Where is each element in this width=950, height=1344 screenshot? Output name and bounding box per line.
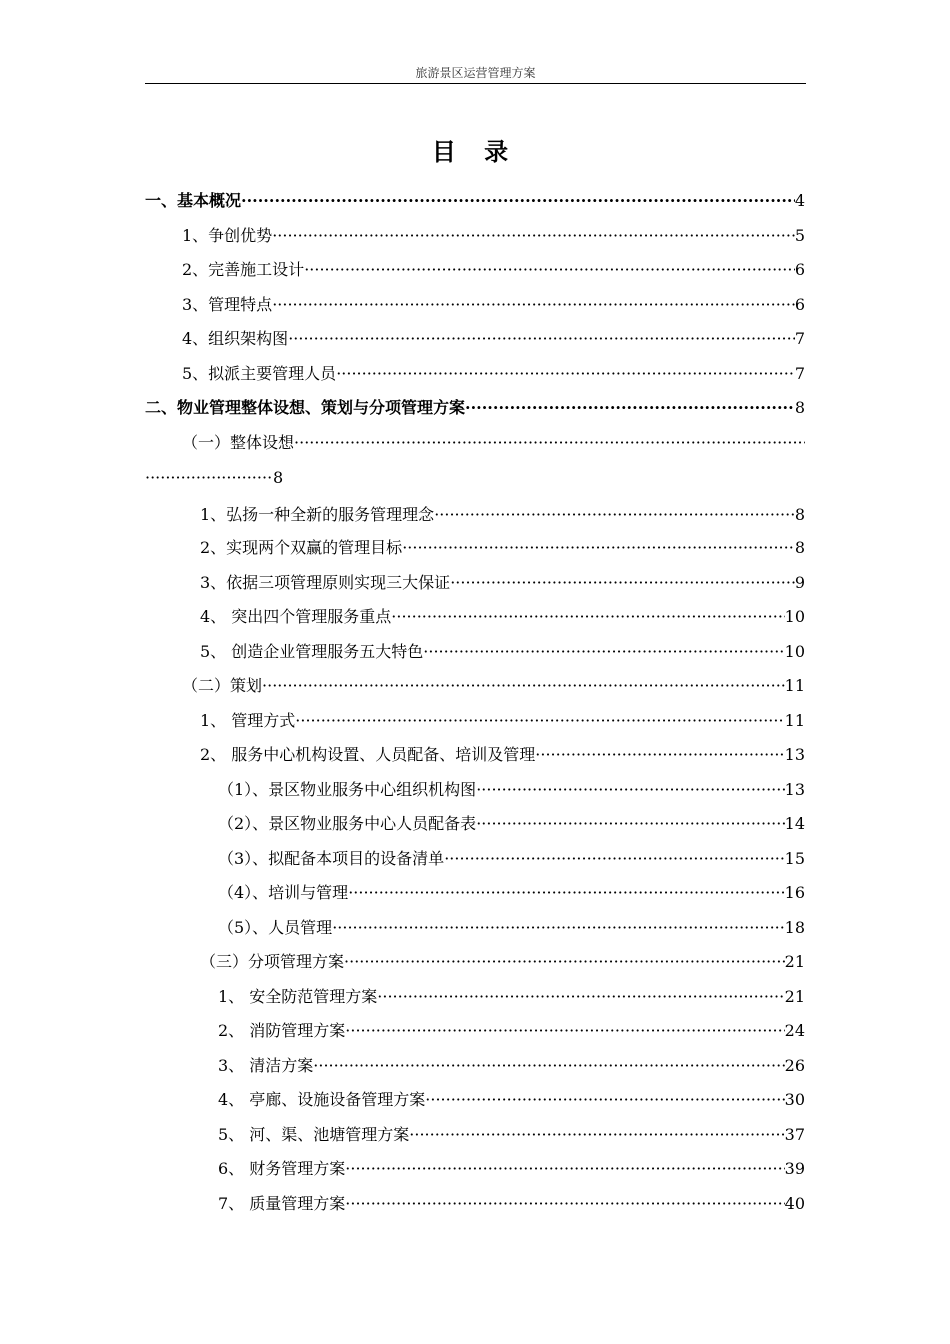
toc-entry-page: 11: [784, 676, 805, 695]
toc-entry-label: 7、 质量管理方案: [218, 1194, 346, 1213]
toc-entry-page: 10: [784, 607, 805, 626]
toc-leader-dots: [241, 190, 795, 212]
toc-entry-label: 2、 服务中心机构设置、人员配备、培训及管理: [200, 745, 536, 764]
toc-entry-page: 21: [784, 952, 805, 971]
toc-leader-dots: [348, 882, 784, 904]
toc-entry-label: （二）策划: [182, 676, 263, 695]
toc-entry-label: 4、 亭廊、设施设备管理方案: [218, 1090, 426, 1109]
toc-entry-page: 6: [794, 295, 805, 314]
toc-entry-label: 2、 消防管理方案: [218, 1021, 346, 1040]
toc-entry-label: 5、 河、渠、池塘管理方案: [218, 1125, 410, 1144]
toc-leader-dots: [145, 467, 273, 489]
toc-entry-page: 8: [794, 398, 805, 417]
toc-entry-label: 1、争创优势: [182, 226, 273, 245]
toc-entry[interactable]: [218, 1124, 805, 1146]
toc-entry-page: 8: [794, 505, 805, 524]
toc-entry[interactable]: [182, 432, 805, 454]
toc-leader-dots: [288, 328, 795, 350]
toc-leader-dots: [402, 537, 795, 559]
toc-entry-page: 9: [794, 573, 805, 592]
toc-entry-page: 8: [273, 468, 284, 487]
toc-entry[interactable]: [218, 1193, 805, 1215]
toc-entry-page: 40: [784, 1194, 805, 1213]
toc-entry-label: 5、 创造企业管理服务五大特色: [200, 642, 424, 661]
toc-entry[interactable]: [182, 363, 805, 385]
toc-entry-page: 39: [784, 1159, 805, 1178]
toc-entry-label: 1、弘扬一种全新的服务管理理念: [200, 505, 435, 524]
toc-entry-continuation[interactable]: [145, 467, 285, 489]
toc-entry[interactable]: [200, 504, 805, 526]
toc-leader-dots: [344, 951, 785, 973]
toc-leader-dots: [425, 1089, 784, 1111]
toc-leader-dots: [476, 779, 784, 801]
toc-leader-dots: [294, 432, 805, 454]
toc-entry[interactable]: [200, 537, 805, 559]
toc-entry[interactable]: [200, 606, 805, 628]
toc-entry-label: 5、拟派主要管理人员: [182, 364, 337, 383]
toc-entry-page: 11: [784, 711, 805, 730]
toc-entry-page: 5: [794, 226, 805, 245]
toc-leader-dots: [313, 1055, 784, 1077]
toc-entry-page: 30: [784, 1090, 805, 1109]
toc-entry[interactable]: [218, 1055, 805, 1077]
toc-leader-dots: [423, 641, 784, 663]
toc-entry-page: 10: [784, 642, 805, 661]
toc-entry-page: 13: [784, 745, 805, 764]
toc-leader-dots: [272, 225, 795, 247]
toc-entry-label: 1、 管理方式: [200, 711, 296, 730]
toc-entry-label: （2）、景区物业服务中心人员配备表: [218, 814, 477, 833]
toc-entry[interactable]: [218, 986, 805, 1008]
toc-entry[interactable]: [218, 1089, 805, 1111]
toc-entry-page: 21: [784, 987, 805, 1006]
toc-leader-dots: [272, 294, 795, 316]
toc-leader-dots: [444, 848, 784, 870]
toc-entry[interactable]: [218, 917, 805, 939]
toc-entry-page: 16: [784, 883, 805, 902]
toc-entry[interactable]: [218, 1020, 805, 1042]
toc-leader-dots: [345, 1193, 784, 1215]
toc-leader-dots: [377, 986, 784, 1008]
header-rule: [145, 83, 806, 84]
toc-entry-label: （4）、培训与管理: [218, 883, 349, 902]
toc-entry-label: 3、管理特点: [182, 295, 273, 314]
toc-entry-label: （三）分项管理方案: [200, 952, 345, 971]
toc-leader-dots: [450, 572, 795, 594]
toc-entry-page: 8: [794, 538, 805, 557]
toc-entry-label: 二、物业管理整体设想、策划与分项管理方案: [145, 398, 466, 417]
toc-entry[interactable]: [200, 641, 805, 663]
toc-entry-label: 2、实现两个双赢的管理目标: [200, 538, 403, 557]
toc-leader-dots: [465, 397, 795, 419]
toc-entry-page: 7: [794, 329, 805, 348]
toc-entry[interactable]: [200, 744, 805, 766]
toc-leader-dots: [304, 259, 795, 281]
toc-entry[interactable]: [182, 294, 805, 316]
toc-entry[interactable]: [145, 190, 805, 212]
toc-entry[interactable]: [182, 225, 805, 247]
toc-leader-dots: [295, 710, 784, 732]
toc-entry-label: 2、完善施工设计: [182, 260, 305, 279]
toc-entry[interactable]: [218, 813, 805, 835]
toc-entry-label: （5）、人员管理: [218, 918, 333, 937]
toc-leader-dots: [262, 675, 785, 697]
toc-entry-page: 14: [784, 814, 805, 833]
toc-leader-dots: [345, 1158, 784, 1180]
toc-entry[interactable]: [200, 572, 805, 594]
toc-leader-dots: [535, 744, 784, 766]
toc-entry-label: 1、 安全防范管理方案: [218, 987, 378, 1006]
toc-entry[interactable]: [200, 710, 805, 732]
toc-entry-label: （1）、景区物业服务中心组织机构图: [218, 780, 477, 799]
toc-leader-dots: [434, 504, 795, 526]
toc-entry[interactable]: [218, 1158, 805, 1180]
toc-entry[interactable]: [218, 779, 805, 801]
toc-entry[interactable]: [182, 675, 805, 697]
page-title: 目 录: [431, 137, 519, 166]
toc-entry-page: 7: [794, 364, 805, 383]
toc-entry[interactable]: [218, 848, 805, 870]
toc-entry-page: 24: [784, 1021, 805, 1040]
toc-entry-page: 26: [784, 1056, 805, 1075]
toc-leader-dots: [345, 1020, 784, 1042]
toc-entry-page: 15: [784, 849, 805, 868]
toc-leader-dots: [409, 1124, 784, 1146]
toc-entry[interactable]: [182, 259, 805, 281]
toc-entry-label: 4、 突出四个管理服务重点: [200, 607, 392, 626]
header-text: 旅游景区运营管理方案: [415, 66, 536, 80]
toc-entry-label: （一）整体设想: [182, 433, 295, 452]
toc-leader-dots: [332, 917, 784, 939]
toc-entry-label: （3）、拟配备本项目的设备清单: [218, 849, 445, 868]
toc-leader-dots: [336, 363, 795, 385]
toc-entry[interactable]: [218, 882, 805, 904]
toc-entry[interactable]: [145, 397, 805, 419]
toc-entry-page: 13: [784, 780, 805, 799]
toc-entry[interactable]: [200, 951, 805, 973]
toc-entry-label: 3、 清洁方案: [218, 1056, 314, 1075]
toc-entry-label: 3、依据三项管理原则实现三大保证: [200, 573, 451, 592]
toc-entry-page: 37: [784, 1125, 805, 1144]
toc-entry[interactable]: [182, 328, 805, 350]
toc-entry-label: 6、 财务管理方案: [218, 1159, 346, 1178]
toc-entry-page: 6: [794, 260, 805, 279]
toc-leader-dots: [476, 813, 784, 835]
toc-entry-label: 4、组织架构图: [182, 329, 289, 348]
toc-entry-page: 4: [794, 191, 805, 210]
toc-entry-label: 一、基本概况: [145, 191, 242, 210]
toc-leader-dots: [391, 606, 784, 628]
toc-entry-page: 18: [784, 918, 805, 937]
